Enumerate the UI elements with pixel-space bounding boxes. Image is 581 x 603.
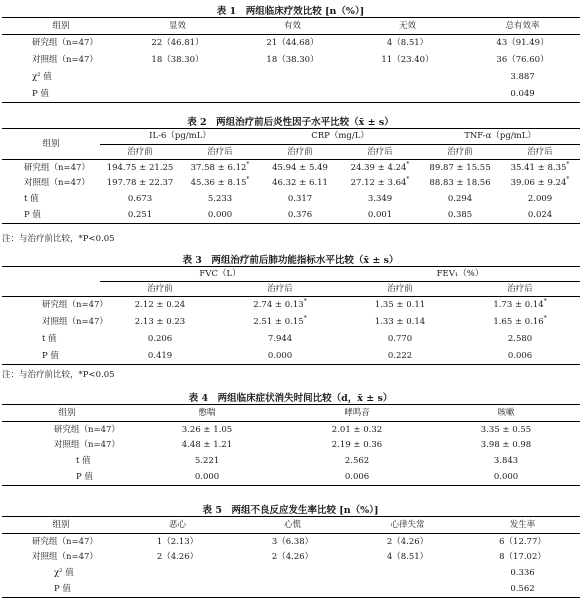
table-cell: 2.12 ± 0.24: [134, 300, 186, 310]
table-cell: 3.26 ± 1.05: [181, 424, 233, 435]
row-label: 研究组（n=47）: [42, 300, 108, 310]
table-row: [2, 454, 580, 470]
table-cell: 21（44.68）: [266, 38, 319, 48]
table-row: [2, 208, 580, 224]
row-label: P 值: [2, 470, 132, 486]
table-cell: 0.000: [220, 348, 340, 365]
table-cell: 1.65 ± 0.16*: [493, 314, 547, 327]
table-cell: 0.001: [340, 208, 420, 224]
table-cell: 27.12 ± 3.64*: [350, 176, 410, 189]
table3-header-fev1: FEV₁（%）: [340, 267, 580, 282]
table-cell: 0.006: [282, 470, 432, 486]
table5-caption: 表 5 两组不良反应发生率比较 [n（%）]: [202, 505, 379, 516]
table2-header-tnf: TNF-α（pg/mL）: [420, 129, 580, 145]
table-cell: 89.87 ± 15.55: [429, 162, 491, 173]
table-cell: 45.94 ± 5.49: [272, 162, 328, 173]
table1-header-total-rate: 总有效率: [465, 18, 580, 35]
table3-sub-after: 治疗后: [460, 282, 580, 297]
table-row: [2, 192, 580, 208]
table-cell: 5.221: [194, 456, 220, 467]
table-row: [2, 582, 580, 598]
row-label: 研究组（n=47）: [24, 162, 90, 173]
table-cell: 3（6.38）: [271, 536, 314, 547]
table-row: [2, 160, 580, 176]
table4-caption: 表 4 两组临床症状消失时间比较（d，x̄ ± s）: [188, 393, 393, 404]
table-cell: 0.376: [260, 208, 340, 224]
table-cell: 4（8.51）: [386, 38, 429, 48]
row-label: χ² 值: [32, 71, 52, 82]
table-cell: 45.36 ± 8.15*: [190, 176, 250, 189]
table-cell: 3.843: [493, 456, 519, 467]
table4-header-cough: 咳嗽: [432, 405, 580, 422]
table5-header-nausea: 恶心: [120, 517, 235, 534]
table-row: [2, 52, 580, 69]
table-cell: 1.35 ± 0.11: [374, 300, 426, 310]
row-label: 研究组（n=47）: [32, 38, 98, 48]
table3-footnote: 注：与治疗前比较，*P<0.05: [2, 370, 115, 380]
table4-header-wheezing-breath: 憋喘: [132, 405, 282, 422]
table5-header-arrhythmia: 心律失常: [350, 517, 465, 534]
table-cell: 197.78 ± 22.37: [106, 178, 174, 189]
table-cell: 0.673: [127, 194, 153, 205]
table3-sub-before: 治疗前: [100, 282, 220, 297]
table1-header-ineffective: 无效: [350, 18, 465, 35]
table-cell: 0.419: [100, 348, 220, 365]
table-cell: 0.006: [460, 348, 580, 365]
table-cell: 18（38.30）: [151, 54, 204, 65]
table-row: [2, 422, 580, 438]
table2-sub-before: 治疗前: [260, 145, 340, 160]
table-cell: 6（12.77）: [499, 536, 546, 547]
table1-clinical-efficacy: [2, 17, 580, 103]
table-cell: 0.000: [180, 208, 260, 224]
table-cell: 1.33 ± 0.14: [374, 316, 426, 327]
table-cell: 2.580: [507, 333, 533, 344]
table-cell: 0.024: [500, 208, 580, 224]
table-row: [2, 566, 580, 582]
table-cell: 0.770: [387, 333, 413, 344]
table4-header-group: 组别: [2, 405, 132, 422]
table2-sub-after: 治疗后: [500, 145, 580, 160]
table3-lung-function: [2, 266, 580, 365]
table-cell: 194.75 ± 21.25: [106, 162, 174, 173]
table-cell: 2.74 ± 0.13*: [253, 298, 307, 310]
table-cell: 1（2.13）: [156, 536, 199, 547]
table2-header-group: 组别: [2, 129, 100, 160]
table-cell: 0.336: [510, 568, 535, 579]
table-row: [2, 438, 580, 454]
row-label: 对照组（n=47）: [24, 178, 90, 189]
row-label: P 值: [2, 348, 100, 365]
row-label: 研究组（n=47）: [54, 424, 120, 435]
row-label: 对照组（n=47）: [54, 440, 120, 451]
row-label: 对照组（n=47）: [32, 552, 98, 563]
table1-caption: 表 1 两组临床疗效比较 [n（%）]: [216, 6, 365, 17]
table-cell: 0.000: [432, 470, 580, 486]
table-cell: 0.562: [465, 582, 580, 598]
table-cell: 2（4.26）: [271, 552, 314, 563]
table-row: [2, 314, 580, 331]
table2-sub-before: 治疗前: [420, 145, 500, 160]
table5-header-incidence: 发生率: [465, 517, 580, 534]
table1-header-group: 组别: [2, 18, 120, 35]
table-cell: 0.317: [287, 194, 313, 205]
table2-sub-after: 治疗后: [180, 145, 260, 160]
table3-header-fvc: FVC（L）: [100, 267, 340, 282]
row-label: 研究组（n=47）: [32, 536, 98, 547]
table5-header-palpitation: 心慌: [235, 517, 350, 534]
table2-inflammatory-factors: [2, 128, 580, 224]
table-cell: 3.35 ± 0.55: [480, 424, 532, 435]
table3-caption: 表 3 两组治疗前后肺功能指标水平比较（x̄ ± s）: [182, 255, 399, 266]
table-cell: 1.73 ± 0.14*: [493, 298, 547, 310]
table-cell: 2.01 ± 0.32: [331, 424, 383, 435]
table-cell: 0.294: [447, 194, 473, 205]
table4-header-wheeze-sound: 哮鸣音: [282, 405, 432, 422]
table-cell: 3.98 ± 0.98: [480, 440, 532, 451]
table2-header-il6: IL-6（pg/mL）: [100, 129, 260, 145]
table-cell: 4（8.51）: [386, 552, 429, 563]
table-cell: 3.887: [510, 71, 535, 82]
table-cell: 8（17.02）: [499, 552, 546, 563]
table5-adverse-reactions: [2, 516, 580, 598]
table-row: [2, 176, 580, 192]
table-cell: 2.19 ± 0.36: [331, 440, 383, 451]
table-cell: 2.51 ± 0.15*: [253, 314, 307, 327]
table-cell: 43（91.49）: [496, 38, 549, 48]
row-label: P 值: [2, 208, 100, 224]
table-cell: 5.233: [207, 194, 233, 205]
table2-sub-after: 治疗后: [340, 145, 420, 160]
table2-footnote: 注：与治疗前比较，*P<0.05: [2, 234, 115, 244]
table5-header-group: 组别: [2, 517, 120, 534]
table2-header-crp: CRP（mg/L）: [260, 129, 420, 145]
table-row: [2, 534, 580, 550]
table3-sub-after: 治疗后: [220, 282, 340, 297]
table-cell: 35.41 ± 8.35*: [510, 160, 570, 173]
row-label: t 值: [42, 333, 57, 344]
table4-symptom-time: [2, 404, 580, 486]
table3-header-group: [2, 267, 100, 297]
table-cell: 0.049: [465, 86, 580, 103]
table-cell: 39.06 ± 9.24*: [510, 176, 570, 189]
table-cell: 7.944: [267, 333, 293, 344]
table-cell: 2.562: [344, 456, 370, 467]
row-label: t 值: [76, 456, 91, 467]
table-row: [2, 470, 580, 486]
table-cell: 22（46.81）: [151, 38, 204, 48]
table-cell: 11（23.40）: [381, 54, 434, 65]
row-label: χ² 值: [54, 568, 74, 579]
table-cell: 4.48 ± 1.21: [181, 440, 233, 451]
table-cell: 88.83 ± 18.56: [429, 178, 491, 189]
table-cell: 3.349: [367, 194, 393, 205]
table1-header-effective: 有效: [235, 18, 350, 35]
table-cell: 0.000: [132, 470, 282, 486]
table-row: [2, 297, 580, 314]
table-cell: 36（76.60）: [496, 54, 549, 65]
table-cell: 2.13 ± 0.23: [134, 316, 186, 327]
table-cell: 2（4.26）: [386, 536, 429, 547]
table-cell: 0.206: [147, 333, 173, 344]
table-row: [2, 69, 580, 86]
table-cell: 2（4.26）: [156, 552, 199, 563]
table-cell: 0.222: [340, 348, 460, 365]
table3-sub-before: 治疗前: [340, 282, 460, 297]
table-cell: 2.009: [527, 194, 553, 205]
row-label: P 值: [2, 582, 120, 598]
table-cell: 24.39 ± 4.24*: [350, 160, 410, 173]
table-cell: 46.32 ± 6.11: [272, 178, 328, 189]
row-label: P 值: [2, 86, 120, 103]
row-label: t 值: [24, 194, 39, 205]
row-label: 对照组（n=47）: [32, 54, 98, 65]
table-cell: 0.385: [420, 208, 500, 224]
table-row: [2, 35, 580, 52]
table-row: [2, 550, 580, 566]
row-label: 对照组（n=47）: [42, 316, 108, 327]
table-cell: 0.251: [100, 208, 180, 224]
table2-caption: 表 2 两组治疗前后炎性因子水平比较（x̄ ± s）: [187, 117, 394, 128]
table-row: [2, 86, 580, 103]
table-row: [2, 348, 580, 365]
table1-header-marked: 显效: [120, 18, 235, 35]
table-cell: 37.58 ± 6.12*: [190, 160, 250, 173]
table-cell: 18（38.30）: [266, 54, 319, 65]
table2-sub-before: 治疗前: [100, 145, 180, 160]
table-row: [2, 331, 580, 348]
